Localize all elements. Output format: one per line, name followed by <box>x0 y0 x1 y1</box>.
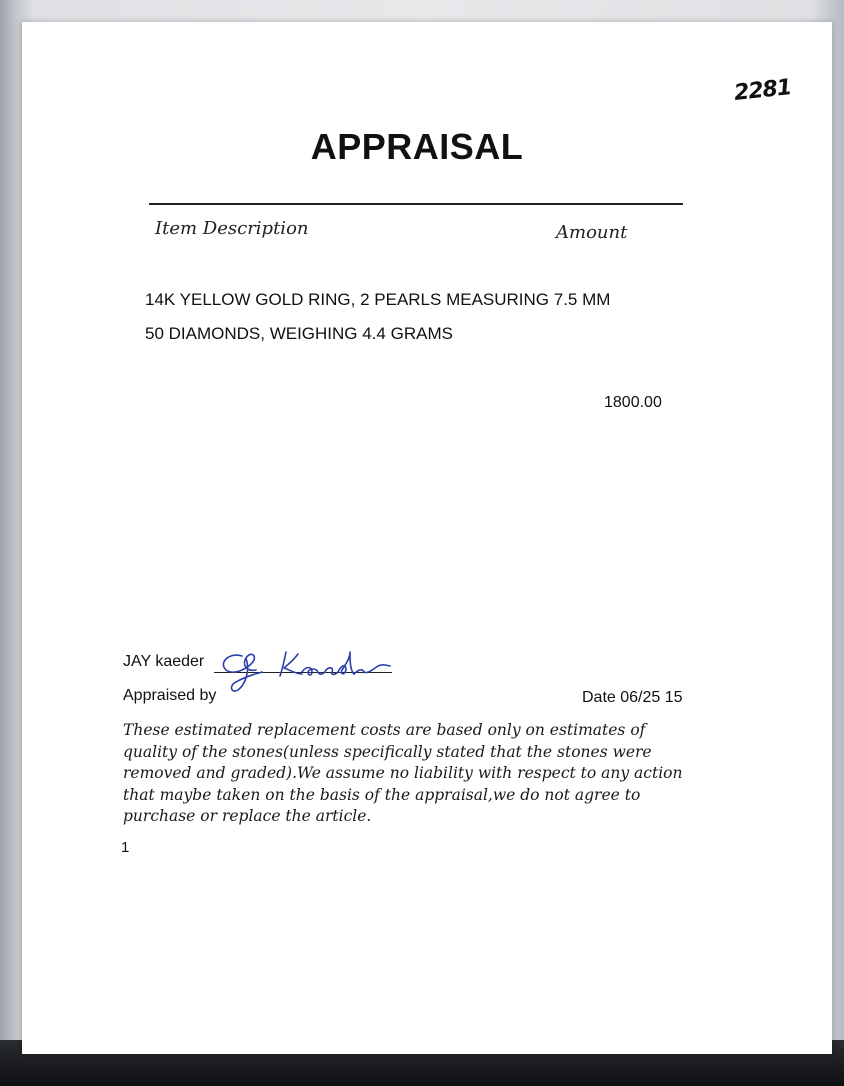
amount-header: Amount <box>556 222 628 243</box>
appraisal-document <box>22 22 832 1054</box>
document-title: APPRAISAL <box>310 126 524 167</box>
item-amount: 1800.00 <box>604 394 662 411</box>
disclaimer-text: These estimated replacement costs are based only on estimates of quality of the stones(unless specifically stated that the stones were removed and graded).We assume no liability with respect to any action that maybe taken on the basis of the appraisal,we do not agree to purchase or replace the article. <box>123 721 683 825</box>
item-description-line-1: 14K YELLOW GOLD RING, 2 PEARLS MEASURING 7.5 MM <box>145 290 611 309</box>
handwritten-lot-number: 2281 <box>732 75 793 106</box>
header-rule <box>149 203 683 205</box>
item-description-line-2: 50 DIAMONDS, WEIGHING 4.4 GRAMS <box>145 324 453 343</box>
signature-text: Kaeder <box>216 634 220 635</box>
appraiser-name: JAY kaeder <box>123 653 205 670</box>
appraisal-date: Date 06/25 15 <box>582 689 683 706</box>
page-number: 1 <box>121 839 130 856</box>
appraised-by-label: Appraised by <box>123 687 217 704</box>
handwritten-signature <box>216 634 406 694</box>
item-description-header: Item Description <box>155 218 309 239</box>
